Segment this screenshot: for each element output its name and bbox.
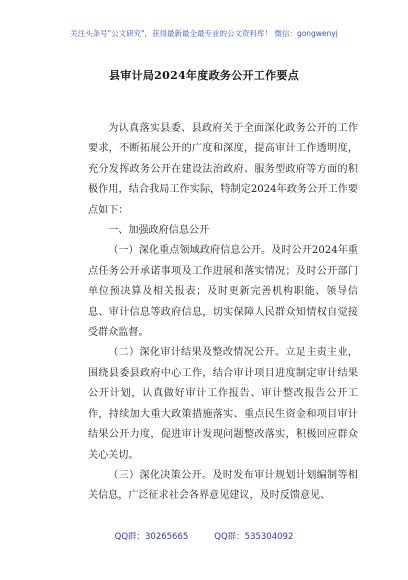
paragraph-item-3: （三）深化决策公开。及时发布审计规划计划编制等相关信息，广泛征求社会各界意见建议，及时反馈意见、 — [88, 469, 358, 502]
footer-qq-group-1: QQ群：30265665 — [114, 532, 189, 542]
document-body — [88, 119, 358, 507]
paragraph-item-1: （一）深化重点领域政府信息公开。及时公开2024年重点任务公开承诺事项及工作进展和落实情况；及时公开部门单位预决算及相关报表；及时更新完善机构职能、领导信息、审计信息等政府信息，切实保障人民群众知情权自觉接受群众监督。 — [88, 245, 358, 339]
footer-qq-groups — [0, 530, 408, 542]
footer-qq-group-2: QQ群：535304092 — [214, 532, 294, 542]
document-title: 县审计局2024年度政务公开工作要点 — [108, 69, 299, 82]
section-heading-1: 一、加强政府信息公开 — [108, 225, 210, 237]
header-promo-note: 关注头条号"公文研究"，获得最新最全最专业的公文资料库！ 微信：gongwenyj — [70, 29, 338, 38]
paragraph-item-2: （二）深化审计结果及整改情况公开。立足主责主业，围绕县委县政府中心工作，结合审计项目进度制定审计结果公开计划，认真做好审计工作报告、审计整改报告公开工作，持续加大重大政策措施落实、重点民生资金和项目审计结果公开力度，促进审计发现问题整改落实，积极回应群众关心关切。 — [88, 347, 358, 461]
intro-paragraph: 为认真落实县委、县政府关于全面深化政务公开的工作要求，不断拓展公开的广度和深度，提高审计工作透明度，充分发挥政务公开在建设法治政府、服务型政府等方面的积极作用，结合我局工作实际，特制定2024年政务公开工作要点如下： — [88, 123, 358, 216]
